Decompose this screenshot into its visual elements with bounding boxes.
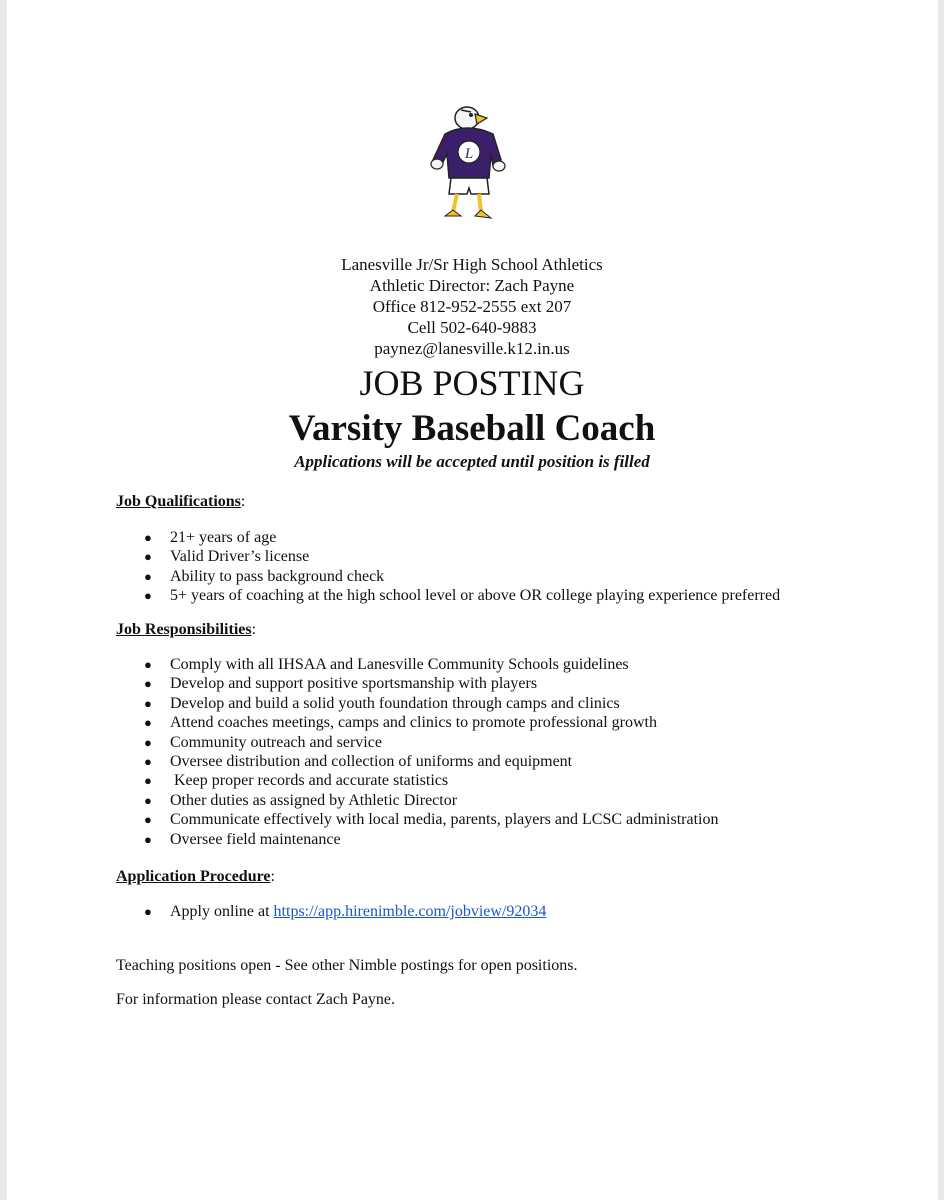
list-item: ● Attend coaches meetings, camps and clinics to promote professional growth	[144, 714, 657, 732]
application-deadline-note: Applications will be accepted until position is filled	[294, 452, 650, 471]
qualifications-list	[140, 528, 780, 606]
application-heading: Application Procedure:	[116, 868, 275, 885]
cell-phone: Cell 502-640-9883	[407, 318, 537, 337]
mascot-letter: L	[464, 146, 474, 162]
eagle-mascot-icon	[423, 104, 523, 226]
responsibilities-heading-text: Job Responsibilities	[116, 621, 252, 638]
list-item: ● Valid Driver’s license	[144, 548, 310, 566]
apply-link[interactable]: https://app.hirenimble.com/jobview/92034	[273, 903, 547, 920]
email-address: paynez@lanesville.k12.in.us	[374, 339, 570, 358]
job-title: Varsity Baseball Coach	[288, 408, 656, 449]
list-item: ● Ability to pass background check	[144, 567, 385, 585]
list-item: ● Other duties as assigned by Athletic Director	[144, 791, 458, 809]
list-item: ● Community outreach and service	[144, 733, 382, 751]
list-item: ● Apply online at https://app.hirenimble.com/jobview/92034	[144, 903, 547, 920]
contact-note: For information please contact Zach Payne.	[116, 991, 396, 1008]
office-phone: Office 812-952-2555 ext 207	[372, 297, 572, 316]
application-heading-text: Application Procedure	[116, 868, 271, 885]
school-name: Lanesville Jr/Sr High School Athletics	[341, 255, 603, 274]
list-item: ● Develop and support positive sportsmanship with players	[144, 675, 538, 693]
athletic-director: Athletic Director: Zach Payne	[369, 276, 575, 295]
qualifications-heading-text: Job Qualifications	[116, 493, 241, 510]
application-list	[140, 902, 546, 921]
list-item: ● Communicate effectively with local media, parents, players and LCSC administration	[144, 811, 719, 829]
qualifications-heading: Job Qualifications:	[116, 493, 246, 510]
contact-block	[0, 254, 944, 359]
list-item: ● 21+ years of age	[144, 529, 277, 546]
responsibilities-heading: Job Responsibilities:	[116, 621, 257, 638]
list-item: ● Comply with all IHSAA and Lanesville Community Schools guidelines	[144, 656, 629, 673]
list-item: ● 5+ years of coaching at the high school level or above OR college playing experience preferred	[144, 587, 781, 605]
list-item: ● Keep proper records and accurate statistics	[144, 772, 449, 790]
list-item: ● Oversee field maintenance	[144, 830, 341, 848]
responsibilities-list	[140, 655, 718, 849]
teaching-positions-note: Teaching positions open - See other Nimble postings for open positions.	[116, 957, 578, 974]
list-item: ● Develop and build a solid youth foundation through camps and clinics	[144, 694, 620, 712]
list-item: ● Oversee distribution and collection of uniforms and equipment	[144, 753, 573, 771]
job-posting-heading: JOB POSTING	[359, 363, 585, 403]
